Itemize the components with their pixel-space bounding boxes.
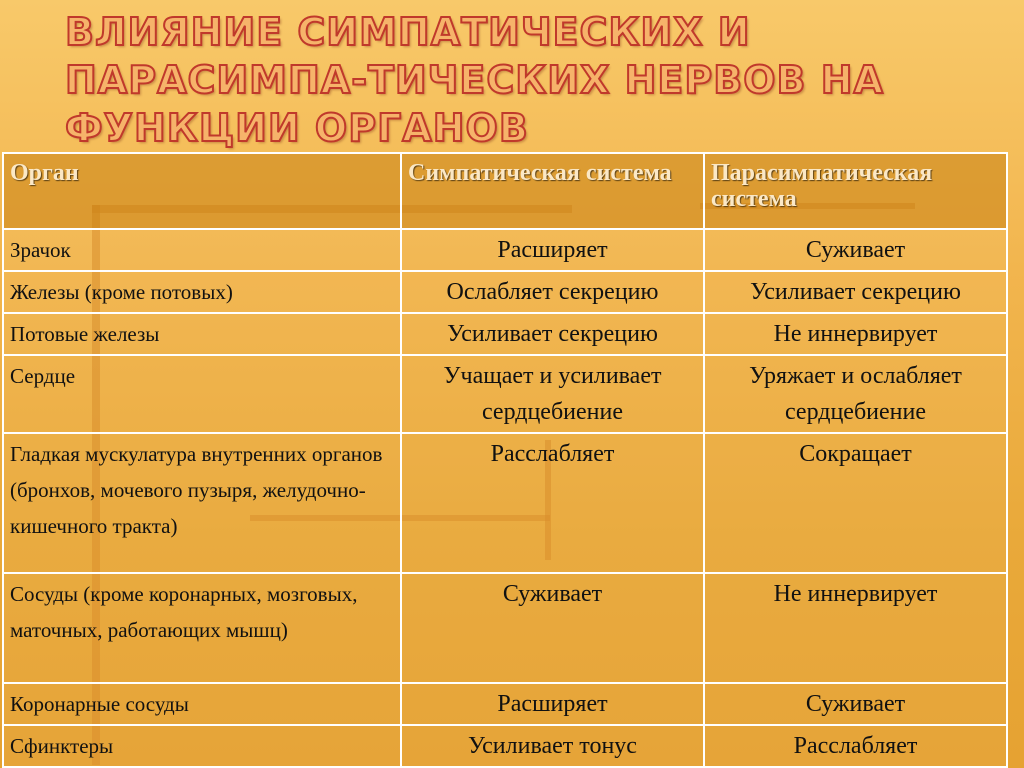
- header-sympathetic: Симпатическая система: [401, 153, 704, 229]
- table-row: [3, 433, 1007, 573]
- organ-cell: Сфинктеры: [3, 725, 401, 767]
- header-parasympathetic: Парасимпатическая система: [704, 153, 1007, 229]
- table-row: [3, 229, 1007, 271]
- parasympathetic-cell: Расслабляет: [704, 725, 1007, 767]
- table-row: [3, 313, 1007, 355]
- organ-cell: Сердце: [3, 355, 401, 433]
- parasympathetic-cell: Не иннервирует: [704, 313, 1007, 355]
- organ-cell: Гладкая мускулатура внутренних органов (бронхов, мочевого пузыря, желудочно-кишечного тракта): [3, 433, 401, 573]
- header-organ: Орган: [3, 153, 401, 229]
- parasympathetic-cell: Уряжает и ослабляет сердцебиение: [704, 355, 1007, 433]
- sympathetic-cell: Учащает и усиливает сердцебиение: [401, 355, 704, 433]
- parasympathetic-cell: Суживает: [704, 683, 1007, 725]
- sympathetic-cell: Ослабляет секрецию: [401, 271, 704, 313]
- organ-cell: Потовые железы: [3, 313, 401, 355]
- parasympathetic-cell: Усиливает секрецию: [704, 271, 1007, 313]
- organ-cell: Сосуды (кроме коронарных, мозговых, маточных, работающих мышц): [3, 573, 401, 683]
- sympathetic-cell: Расширяет: [401, 683, 704, 725]
- organ-cell: Коронарные сосуды: [3, 683, 401, 725]
- table-row: [3, 355, 1007, 433]
- parasympathetic-cell: Сокращает: [704, 433, 1007, 573]
- sympathetic-cell: Усиливает секрецию: [401, 313, 704, 355]
- organ-cell: Зрачок: [3, 229, 401, 271]
- slide-title: ВЛИЯНИЕ СИМПАТИЧЕСКИХ И ПАРАСИМПА-ТИЧЕСКИХ НЕРВОВ НА ФУНКЦИИ ОРГАНОВ: [65, 10, 884, 150]
- sympathetic-cell: Суживает: [401, 573, 704, 683]
- parasympathetic-cell: Суживает: [704, 229, 1007, 271]
- table-header-row: [3, 153, 1007, 229]
- parasympathetic-cell: Не иннервирует: [704, 573, 1007, 683]
- table-row: [3, 271, 1007, 313]
- table-row: [3, 573, 1007, 683]
- sympathetic-cell: Расширяет: [401, 229, 704, 271]
- table-row: [3, 683, 1007, 725]
- table-row: [3, 725, 1007, 767]
- comparison-table: [2, 152, 1008, 768]
- sympathetic-cell: Усиливает тонус: [401, 725, 704, 767]
- organ-cell: Железы (кроме потовых): [3, 271, 401, 313]
- sympathetic-cell: Расслабляет: [401, 433, 704, 573]
